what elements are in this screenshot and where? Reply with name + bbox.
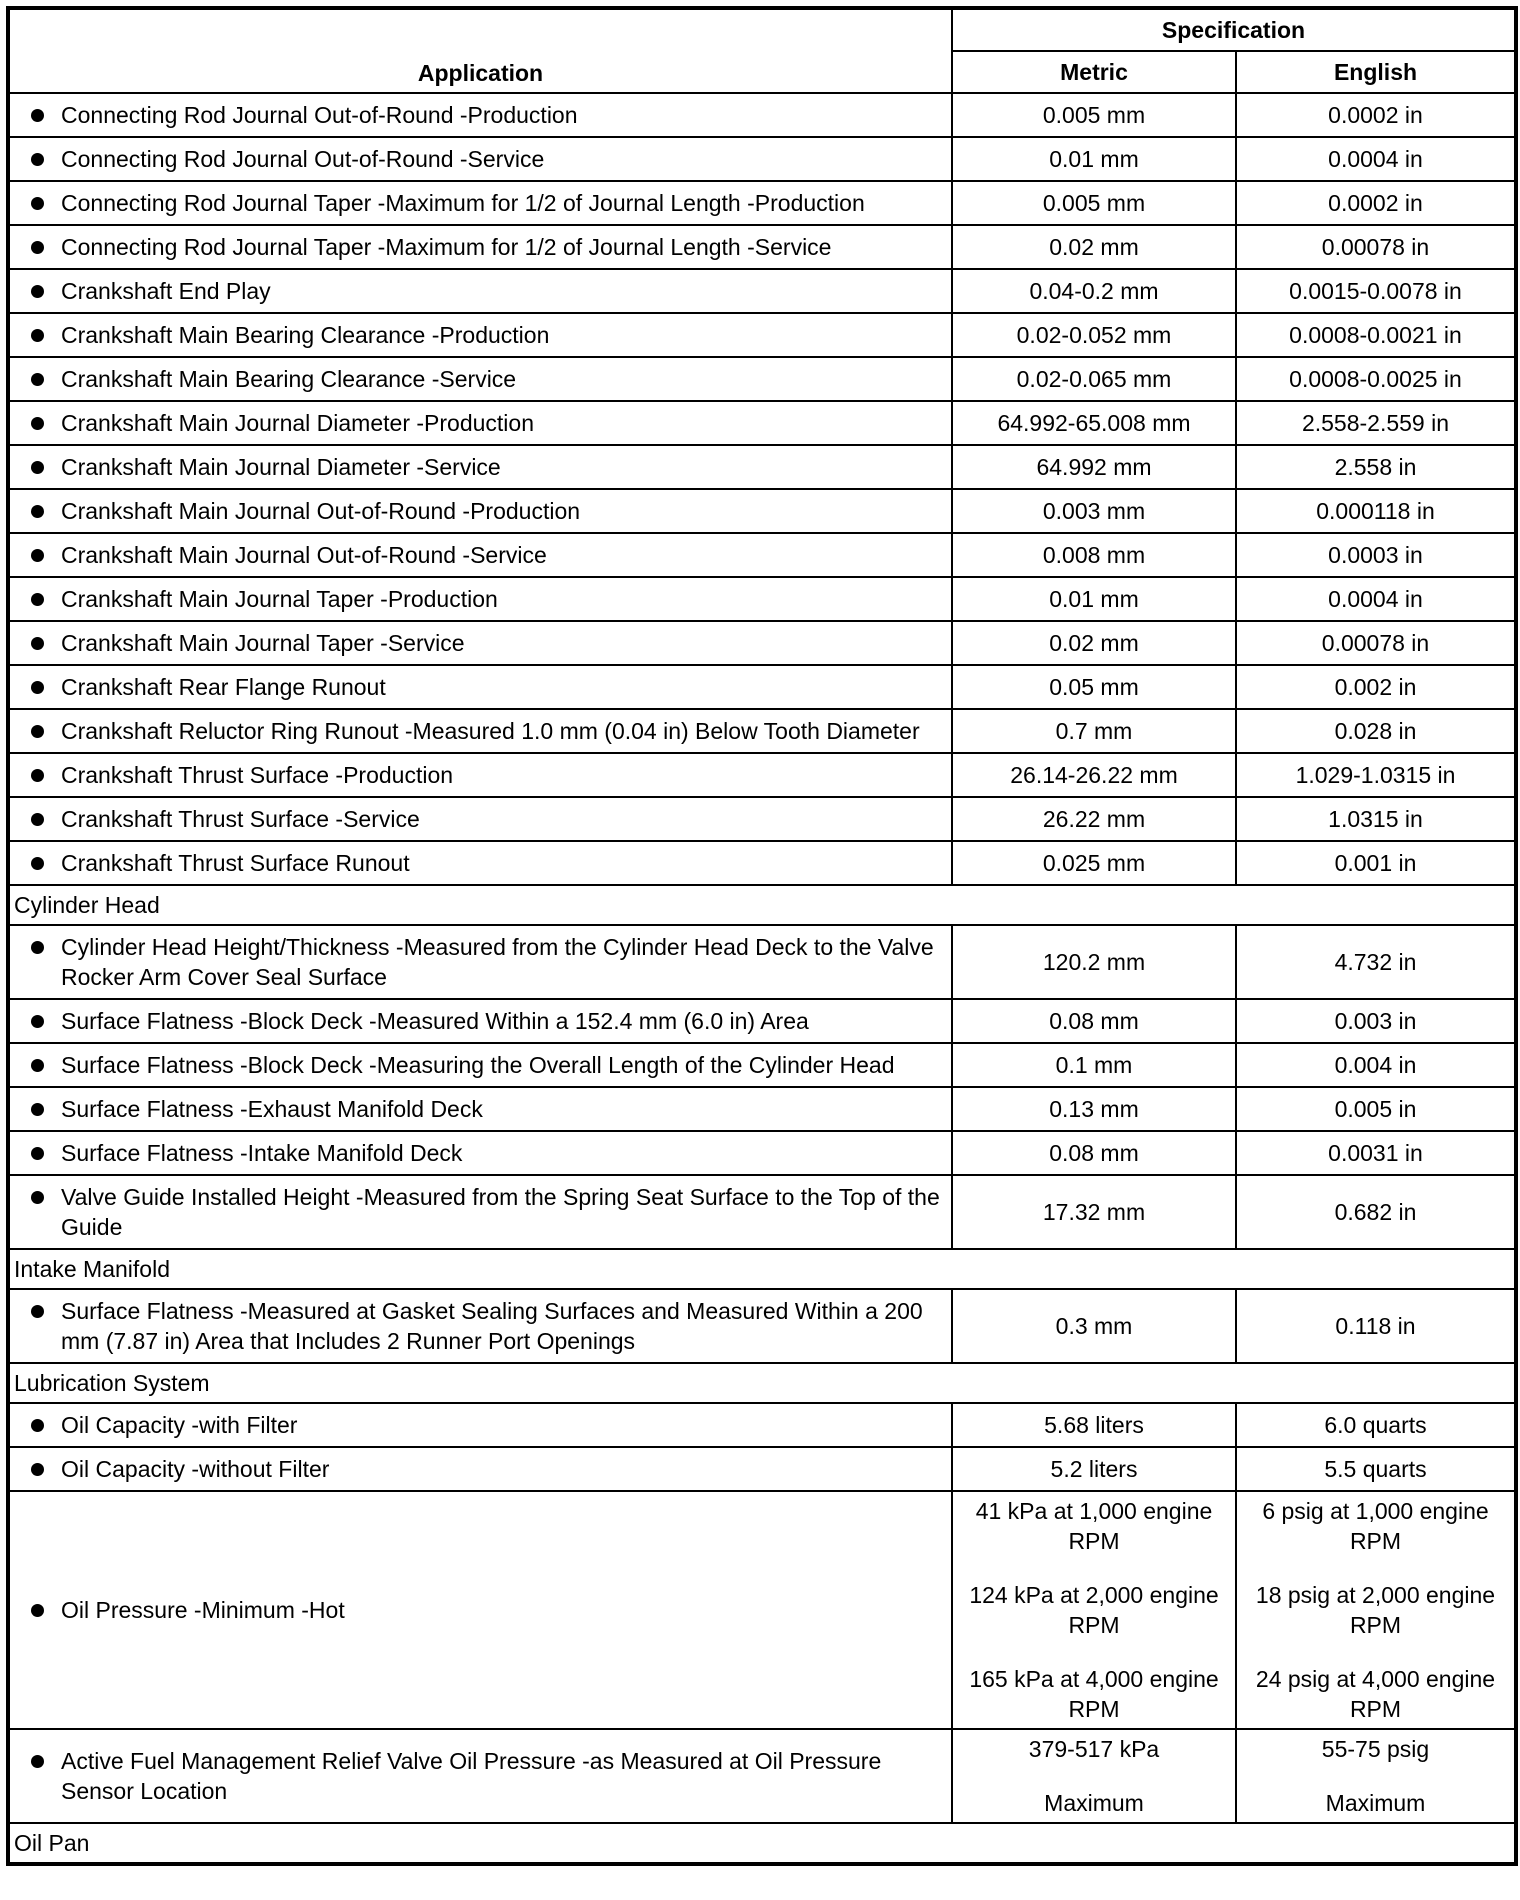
bullet-icon <box>31 593 44 606</box>
bullet-icon <box>31 857 44 870</box>
bullet-icon <box>31 373 44 386</box>
section-cylinder-head <box>8 885 1516 925</box>
english-value-cell: 0.002 in <box>1236 665 1516 709</box>
table-row <box>8 445 1516 489</box>
metric-value-cell: 64.992-65.008 mm <box>952 401 1236 445</box>
english-value-cell: 0.0031 in <box>1236 1131 1516 1175</box>
section-title: Intake Manifold <box>8 1249 1516 1289</box>
metric-value-cell: 0.1 mm <box>952 1043 1236 1087</box>
application-cell <box>8 1043 952 1087</box>
header-english: English <box>1236 51 1516 93</box>
bullet-icon <box>31 1191 44 1204</box>
application-text: Crankshaft Main Journal Out-of-Round -Service <box>61 542 547 568</box>
english-value-cell: 2.558 in <box>1236 445 1516 489</box>
application-cell <box>8 533 952 577</box>
application-text: Surface Flatness -Block Deck -Measuring the Overall Length of the Cylinder Head <box>61 1052 895 1078</box>
table-row <box>8 1729 1516 1823</box>
english-value-cell: 4.732 in <box>1236 925 1516 999</box>
metric-value-cell: 0.025 mm <box>952 841 1236 885</box>
application-cell <box>8 1491 952 1729</box>
application-text: Oil Capacity -without Filter <box>61 1456 330 1482</box>
bullet-icon <box>31 681 44 694</box>
english-value-cell: 1.029-1.0315 in <box>1236 753 1516 797</box>
table-row <box>8 621 1516 665</box>
application-text: Crankshaft Main Journal Taper -Service <box>61 630 465 656</box>
table-row <box>8 925 1516 999</box>
metric-value-cell: 5.68 liters <box>952 1403 1236 1447</box>
table-row <box>8 181 1516 225</box>
bullet-icon <box>31 329 44 342</box>
metric-value-cell: 0.04-0.2 mm <box>952 269 1236 313</box>
english-value-cell <box>1236 1491 1516 1729</box>
table-row <box>8 313 1516 357</box>
application-cell <box>8 445 952 489</box>
bullet-icon <box>31 153 44 166</box>
english-value-line: 6 psig at 1,000 engine RPM <box>1262 1498 1489 1554</box>
metric-value-cell: 0.08 mm <box>952 999 1236 1043</box>
table-row <box>8 1289 1516 1363</box>
application-cell <box>8 225 952 269</box>
table-row <box>8 269 1516 313</box>
english-value-cell: 0.0004 in <box>1236 137 1516 181</box>
section-intake-manifold <box>8 1249 1516 1289</box>
application-text: Crankshaft Main Journal Out-of-Round -Production <box>61 498 581 524</box>
english-value-cell: 0.0015-0.0078 in <box>1236 269 1516 313</box>
table-row <box>8 577 1516 621</box>
english-value-cell: 0.003 in <box>1236 999 1516 1043</box>
bullet-icon <box>31 1305 44 1318</box>
english-value-cell: 0.005 in <box>1236 1087 1516 1131</box>
metric-value-line: 379-517 kPa <box>1028 1736 1160 1762</box>
application-cell <box>8 137 952 181</box>
bullet-icon <box>31 1463 44 1476</box>
application-text: Crankshaft Thrust Surface -Service <box>61 806 420 832</box>
application-text: Connecting Rod Journal Out-of-Round -Production <box>61 102 578 128</box>
application-text: Surface Flatness -Intake Manifold Deck <box>61 1140 463 1166</box>
metric-value-cell: 0.01 mm <box>952 577 1236 621</box>
application-cell <box>8 1131 952 1175</box>
metric-value-line: 41 kPa at 1,000 engine RPM <box>975 1498 1213 1554</box>
english-value-cell: 0.00078 in <box>1236 621 1516 665</box>
application-text: Crankshaft Main Journal Diameter -Production <box>61 410 534 436</box>
english-value-cell: 0.0008-0.0021 in <box>1236 313 1516 357</box>
bullet-icon <box>31 505 44 518</box>
application-text: Connecting Rod Journal Taper -Maximum for 1/2 of Journal Length -Service <box>61 234 832 260</box>
table-row <box>8 137 1516 181</box>
application-cell <box>8 401 952 445</box>
application-text: Oil Capacity -with Filter <box>61 1412 298 1438</box>
application-cell <box>8 1175 952 1249</box>
english-value-line: 18 psig at 2,000 engine RPM <box>1255 1582 1496 1638</box>
table-row <box>8 753 1516 797</box>
application-text: Surface Flatness -Block Deck -Measured Within a 152.4 mm (6.0 in) Area <box>61 1008 809 1034</box>
table-row <box>8 489 1516 533</box>
bullet-icon <box>31 1059 44 1072</box>
application-text: Crankshaft Reluctor Ring Runout -Measured 1.0 mm (0.04 in) Below Tooth Diameter <box>61 718 920 744</box>
bullet-icon <box>31 769 44 782</box>
section-title: Oil Pan <box>8 1823 1516 1864</box>
bullet-icon <box>31 241 44 254</box>
application-cell <box>8 999 952 1043</box>
application-cell <box>8 1403 952 1447</box>
application-cell <box>8 93 952 137</box>
specification-table <box>6 6 1518 1866</box>
application-cell <box>8 665 952 709</box>
table-row <box>8 1491 1516 1729</box>
table-row <box>8 1043 1516 1087</box>
application-cell <box>8 357 952 401</box>
metric-value-cell: 0.01 mm <box>952 137 1236 181</box>
application-text: Valve Guide Installed Height -Measured from the Spring Seat Surface to the Top of the Guide <box>61 1184 940 1240</box>
header-application: Application <box>8 8 952 93</box>
metric-value-cell: 26.14-26.22 mm <box>952 753 1236 797</box>
bullet-icon <box>31 725 44 738</box>
english-value-line: 24 psig at 4,000 engine RPM <box>1255 1666 1496 1722</box>
table-row <box>8 401 1516 445</box>
application-cell <box>8 1087 952 1131</box>
application-text: Oil Pressure -Minimum -Hot <box>61 1597 345 1623</box>
table-row <box>8 1087 1516 1131</box>
bullet-icon <box>31 109 44 122</box>
metric-value-cell: 17.32 mm <box>952 1175 1236 1249</box>
application-cell <box>8 313 952 357</box>
english-value-cell <box>1236 1729 1516 1823</box>
table-row <box>8 93 1516 137</box>
application-cell <box>8 841 952 885</box>
application-cell <box>8 489 952 533</box>
english-value-cell: 2.558-2.559 in <box>1236 401 1516 445</box>
english-value-line: 55-75 psig <box>1321 1736 1430 1762</box>
application-cell <box>8 925 952 999</box>
table-row <box>8 1403 1516 1447</box>
metric-value-cell: 5.2 liters <box>952 1447 1236 1491</box>
table-row <box>8 709 1516 753</box>
application-cell <box>8 1729 952 1823</box>
metric-value-cell: 0.02 mm <box>952 621 1236 665</box>
bullet-icon <box>31 1147 44 1160</box>
metric-value-line: Maximum <box>1044 1790 1144 1816</box>
table-row <box>8 357 1516 401</box>
application-cell <box>8 621 952 665</box>
application-text: Crankshaft Main Bearing Clearance -Production <box>61 322 550 348</box>
table-body <box>8 93 1516 1864</box>
bullet-icon <box>31 1015 44 1028</box>
bullet-icon <box>31 285 44 298</box>
english-value-cell: 1.0315 in <box>1236 797 1516 841</box>
bullet-icon <box>31 637 44 650</box>
section-title: Cylinder Head <box>8 885 1516 925</box>
table-row <box>8 999 1516 1043</box>
metric-value-cell: 0.13 mm <box>952 1087 1236 1131</box>
application-text: Crankshaft Main Journal Diameter -Service <box>61 454 501 480</box>
section-oil-pan <box>8 1823 1516 1864</box>
table-row <box>8 225 1516 269</box>
metric-value-cell: 0.005 mm <box>952 93 1236 137</box>
application-cell <box>8 577 952 621</box>
application-text: Crankshaft Thrust Surface Runout <box>61 850 410 876</box>
metric-value-cell: 0.05 mm <box>952 665 1236 709</box>
english-value-cell: 0.001 in <box>1236 841 1516 885</box>
bullet-icon <box>31 549 44 562</box>
bullet-icon <box>31 941 44 954</box>
application-text: Connecting Rod Journal Taper -Maximum for 1/2 of Journal Length -Production <box>61 190 865 216</box>
metric-value-cell <box>952 1729 1236 1823</box>
english-value-cell: 0.0008-0.0025 in <box>1236 357 1516 401</box>
metric-value-cell: 0.008 mm <box>952 533 1236 577</box>
english-value-cell: 0.0004 in <box>1236 577 1516 621</box>
application-cell <box>8 181 952 225</box>
table-row <box>8 1131 1516 1175</box>
english-value-cell: 5.5 quarts <box>1236 1447 1516 1491</box>
bullet-icon <box>31 197 44 210</box>
application-text: Surface Flatness -Exhaust Manifold Deck <box>61 1096 483 1122</box>
application-cell <box>8 797 952 841</box>
application-text: Active Fuel Management Relief Valve Oil Pressure -as Measured at Oil Pressure Sensor Location <box>61 1748 882 1804</box>
metric-value-cell: 0.02 mm <box>952 225 1236 269</box>
application-text: Crankshaft Main Journal Taper -Production <box>61 586 498 612</box>
header-specification: Specification <box>952 8 1516 51</box>
english-value-line: Maximum <box>1325 1790 1426 1816</box>
metric-value-cell: 0.02-0.052 mm <box>952 313 1236 357</box>
table-row <box>8 665 1516 709</box>
metric-value-line: 165 kPa at 4,000 engine RPM <box>969 1666 1219 1722</box>
application-text: Crankshaft End Play <box>61 278 271 304</box>
english-value-cell: 0.682 in <box>1236 1175 1516 1249</box>
metric-value-cell: 64.992 mm <box>952 445 1236 489</box>
table-row <box>8 841 1516 885</box>
english-value-cell: 6.0 quarts <box>1236 1403 1516 1447</box>
bullet-icon <box>31 1419 44 1432</box>
english-value-cell: 0.000118 in <box>1236 489 1516 533</box>
english-value-cell: 0.028 in <box>1236 709 1516 753</box>
application-text: Surface Flatness -Measured at Gasket Sealing Surfaces and Measured Within a 200 mm (7.87 in) Area that Includes 2 Runner Port Openings <box>61 1298 923 1354</box>
header-metric: Metric <box>952 51 1236 93</box>
metric-value-cell <box>952 1491 1236 1729</box>
metric-value-cell: 0.08 mm <box>952 1131 1236 1175</box>
section-title: Lubrication System <box>8 1363 1516 1403</box>
english-value-cell: 0.004 in <box>1236 1043 1516 1087</box>
application-text: Cylinder Head Height/Thickness -Measured from the Cylinder Head Deck to the Valve Rocker Arm Cover Seal Surface <box>61 934 934 990</box>
bullet-icon <box>31 1103 44 1116</box>
metric-value-cell: 0.003 mm <box>952 489 1236 533</box>
table-row <box>8 797 1516 841</box>
metric-value-line: 124 kPa at 2,000 engine RPM <box>969 1582 1219 1638</box>
bullet-icon <box>31 1755 44 1768</box>
application-text: Connecting Rod Journal Out-of-Round -Service <box>61 146 545 172</box>
metric-value-cell: 0.02-0.065 mm <box>952 357 1236 401</box>
application-cell <box>8 709 952 753</box>
bullet-icon <box>31 417 44 430</box>
metric-value-cell: 120.2 mm <box>952 925 1236 999</box>
bullet-icon <box>31 461 44 474</box>
metric-value-cell: 26.22 mm <box>952 797 1236 841</box>
application-cell <box>8 1289 952 1363</box>
bullet-icon <box>31 813 44 826</box>
english-value-cell: 0.00078 in <box>1236 225 1516 269</box>
table-row <box>8 1447 1516 1491</box>
table-row <box>8 1175 1516 1249</box>
english-value-cell: 0.0002 in <box>1236 181 1516 225</box>
metric-value-cell: 0.7 mm <box>952 709 1236 753</box>
application-text: Crankshaft Rear Flange Runout <box>61 674 386 700</box>
english-value-cell: 0.0003 in <box>1236 533 1516 577</box>
application-text: Crankshaft Thrust Surface -Production <box>61 762 454 788</box>
application-text: Crankshaft Main Bearing Clearance -Service <box>61 366 517 392</box>
metric-value-cell: 0.3 mm <box>952 1289 1236 1363</box>
metric-value-cell: 0.005 mm <box>952 181 1236 225</box>
english-value-cell: 0.118 in <box>1236 1289 1516 1363</box>
section-lubrication-system <box>8 1363 1516 1403</box>
application-cell <box>8 753 952 797</box>
application-cell <box>8 269 952 313</box>
bullet-icon <box>31 1604 44 1617</box>
application-cell <box>8 1447 952 1491</box>
english-value-cell: 0.0002 in <box>1236 93 1516 137</box>
table-row <box>8 533 1516 577</box>
